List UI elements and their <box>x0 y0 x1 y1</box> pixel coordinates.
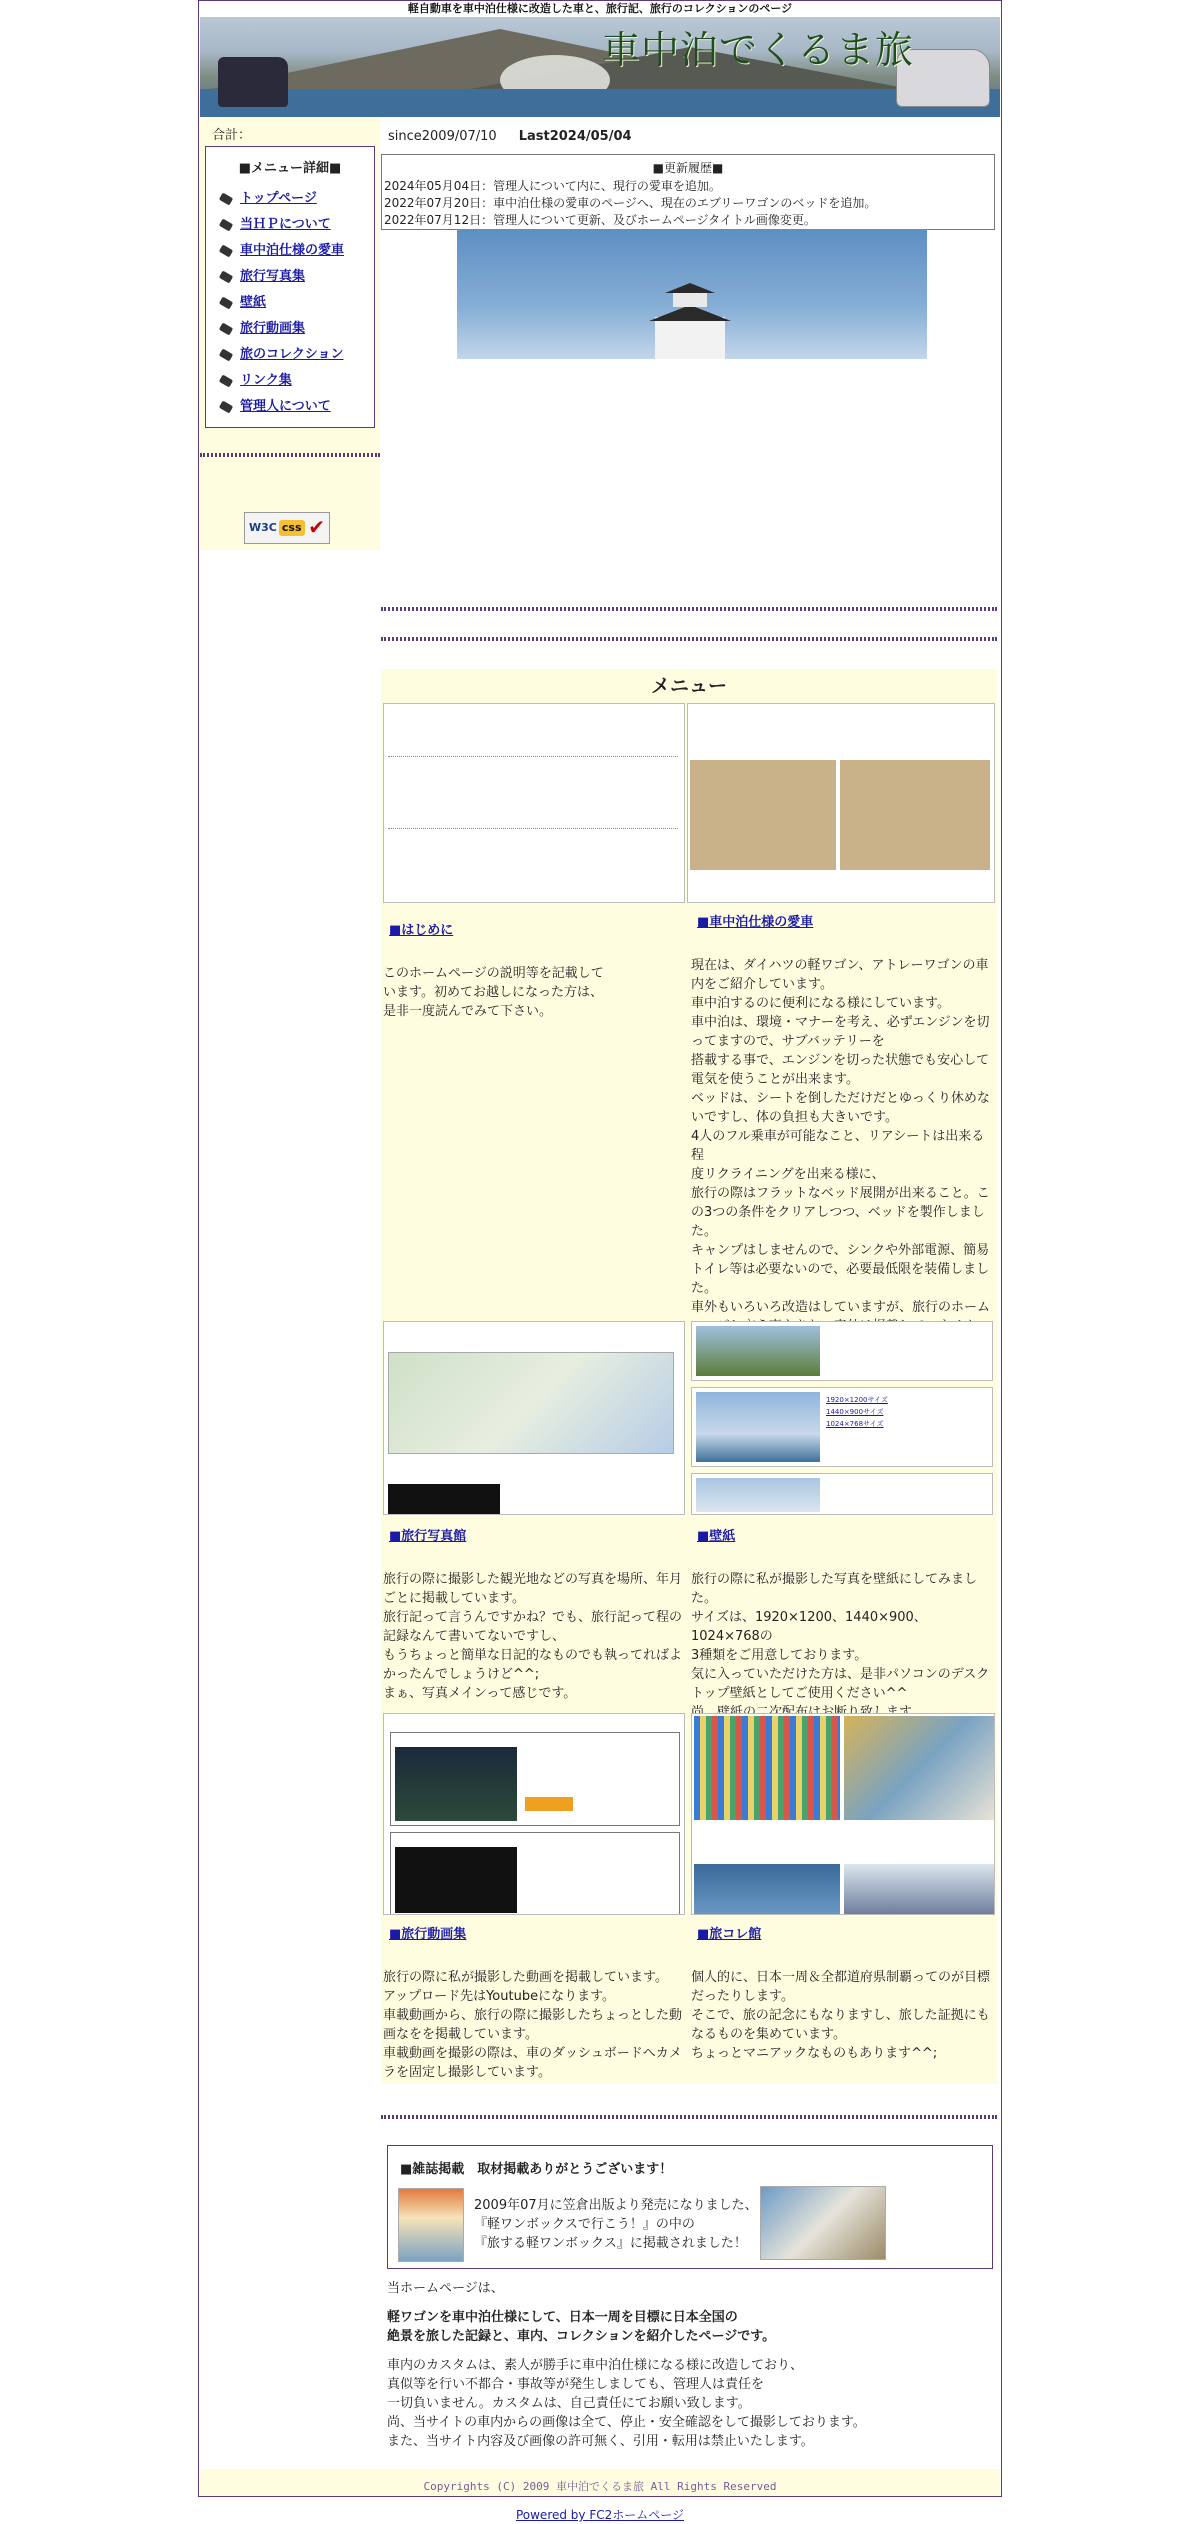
menu-detail-box <box>205 146 375 428</box>
intro-link[interactable]: ■はじめに <box>389 923 454 938</box>
history-entry: 2022年07月12日：管理人について更新、及びホームページタイトル画像変更。 <box>384 213 816 227</box>
intro-page-screenshot[interactable] <box>383 703 685 903</box>
sidebar-item-about-hp <box>206 212 374 238</box>
banner-sea <box>200 89 1000 117</box>
w3c-css-badge[interactable] <box>244 512 330 544</box>
main-divider-3 <box>381 2115 997 2119</box>
wallpaper-item <box>691 1387 993 1467</box>
sidebar-item-car <box>206 238 374 264</box>
car-text: いですし、体の負担も大きいです。 <box>691 1110 898 1125</box>
pin-icon <box>219 322 233 335</box>
disclaimer-line: 真似等を行い不都合・事故等が発生しましても、管理人は責任を <box>387 2377 765 2392</box>
photos-text: かったんでしょうけど^^; <box>383 1667 540 1682</box>
car-text: 旅行の際はフラットなベッド展開が出来ること。こ <box>691 1186 990 1201</box>
route-map-image <box>388 1352 674 1454</box>
sidebar-link-collection[interactable]: 旅のコレクション <box>240 347 344 362</box>
video-item <box>390 1832 680 1915</box>
video-page-screenshot[interactable] <box>383 1713 685 1915</box>
wallpaper-link[interactable]: ■壁紙 <box>697 1529 736 1544</box>
car-text: 現在は、ダイハツの軽ワゴン、アトレーワゴンの車 <box>691 958 989 973</box>
play-video-button[interactable] <box>525 1797 573 1811</box>
about-summary <box>387 2308 987 2346</box>
visitor-count-label: 合計： <box>212 128 252 143</box>
sidebar-link-links[interactable]: リンク集 <box>240 373 292 388</box>
main-divider-1 <box>381 607 997 611</box>
wallpaper-item <box>691 1473 993 1515</box>
pin-icon <box>219 348 233 361</box>
disclaimer-line: 車内のカスタムは、素人が勝手に車中泊仕様になる様に改造しており、 <box>387 2358 804 2373</box>
wallpaper-text: 3種類をご用意しております。 <box>691 1648 868 1663</box>
car-text: 電気を使うことが出来ます。 <box>691 1072 859 1087</box>
videos-text: 車載動画を撮影の際は、車のダッシュボードへカメ <box>383 2046 682 2061</box>
sidebar <box>200 118 380 550</box>
castle-top-roof <box>665 283 715 293</box>
sidebar-item-links <box>206 368 374 394</box>
castle-wall <box>655 317 725 359</box>
since-date: since2009/07/10 <box>388 129 497 144</box>
sidebar-link-top[interactable]: トップページ <box>240 191 317 206</box>
videos-link[interactable]: ■旅行動画集 <box>389 1927 467 1942</box>
css-badge-text: css <box>279 520 305 536</box>
menu-title: メニュー <box>650 675 727 697</box>
site-dates <box>388 129 632 144</box>
castle-upper-wall <box>673 291 707 307</box>
car-text: 4人のフル乗車が可能なこと、リアシートは出来る程 <box>691 1129 985 1163</box>
car-text: 車中泊は、環境・マナーを考え、必ずエンジンを切 <box>691 1015 990 1030</box>
history-entry: 2024年05月04日：管理人について内に、現行の愛車を追加。 <box>384 179 721 193</box>
car-link[interactable]: ■車中泊仕様の愛車 <box>697 915 814 930</box>
photos-text: 旅行記って言うんですかね？でも、旅行記って程の <box>383 1610 683 1625</box>
menu-detail-title: ■メニュー詳細■ <box>238 161 342 176</box>
wallpaper-text: た。 <box>691 1591 718 1606</box>
pin-icon <box>219 270 233 283</box>
photos-text: ごとに掲載しています。 <box>383 1591 525 1606</box>
powered-by <box>0 2506 1200 2523</box>
sidebar-link-about-hp[interactable]: 当ＨＰについて <box>240 217 331 232</box>
car-text: ってますので、サブバッテリーを <box>691 1034 885 1049</box>
photo-page-screenshot[interactable] <box>383 1321 685 1515</box>
photos-text: もうちょっと簡単な日記的なものでも執ってればよ <box>383 1648 683 1663</box>
disclaimer-line: 一切負いません。カスタムは、自己責任にてお願い致します。 <box>387 2396 751 2411</box>
pin-icon <box>219 374 233 387</box>
collection-link[interactable]: ■旅コレ館 <box>697 1927 762 1942</box>
intro-screenshot-text <box>384 704 684 717</box>
videos-text: 旅行の際に私が撮影した動画を掲載しています。 <box>383 1970 668 1985</box>
update-history-title: ■更新履歴■ <box>652 161 724 175</box>
intro-text: このホームページの説明等を記載して <box>383 966 604 981</box>
car-speaker-box-photo-1 <box>690 760 836 870</box>
wallpaper-text: トップ壁紙としてご使用ください^^ <box>691 1686 908 1701</box>
videos-text: 車載動画から、旅行の際に撮影したちょっとした動 <box>383 2008 683 2023</box>
wallpaper-text: 気に入っていただけた方は、是非パソコンのデスク <box>691 1667 990 1682</box>
photos-link[interactable]: ■旅行写真館 <box>389 1529 467 1544</box>
check-icon: ✔ <box>308 515 325 539</box>
section-intro <box>383 921 683 1021</box>
videos-text: ラを固定し撮影しています。 <box>383 2065 551 2080</box>
site-about <box>387 2279 987 2461</box>
collection-text: ちょっとマニアックなものもあります^^; <box>691 2046 938 2061</box>
about-intro: 当ホームページは、 <box>387 2281 504 2296</box>
sidebar-link-car[interactable]: 車中泊仕様の愛車 <box>240 243 345 258</box>
wallpaper-size-link-1024[interactable]: 1024×768サイズ <box>826 1420 884 1428</box>
car-speaker-box-photo-2 <box>840 760 990 870</box>
copyright-bar: Copyrights (C) 2009 車中泊でくるま旅 All Rights Reserved <box>200 2469 1000 2496</box>
section-collection <box>691 1925 995 2063</box>
about-disclaimer <box>387 2356 987 2451</box>
pin-icon <box>219 218 233 231</box>
magazine-line: 『軽ワンボックスで行こう！』の中の <box>474 2217 695 2232</box>
sidebar-item-admin <box>206 394 374 420</box>
collection-books-photo <box>694 1716 840 1820</box>
wallpaper-page-screenshot[interactable] <box>691 1321 993 1515</box>
menu-section <box>381 669 997 2084</box>
intro-text: います。初めてお越しになった方は、 <box>383 985 603 1000</box>
disclaimer-line: 尚、当サイトの車内からの画像は全て、停止・安全確認をして撮影しております。 <box>387 2415 866 2430</box>
site-tagline: 軽自動車を車中泊仕様に改造した車と、旅行記、旅行のコレクションのページ <box>407 2 793 15</box>
wallpaper-thumbnail <box>696 1478 820 1512</box>
intro-text: 是非一度読んでみて下さい。 <box>383 1004 553 1019</box>
section-videos <box>383 1925 683 2082</box>
collection-page-screenshot[interactable] <box>691 1713 995 1915</box>
about-summary-line: 軽ワゴンを車中泊仕様にして、日本一周を目標に日本全国の <box>387 2310 738 2325</box>
car-text: トイレ等は必要ないので、必要最低限を装備しまし <box>691 1262 990 1277</box>
wallpaper-thumbnail <box>696 1326 820 1376</box>
photos-text: 旅行の際に撮影した観光地などの写真を場所、年月 <box>383 1572 683 1587</box>
wallpaper-thumbnail <box>696 1392 820 1462</box>
videos-text: アップロード先はYoutubeになります。 <box>383 1989 616 2004</box>
car-text: キャンプはしませんので、シンクや外部電源、簡易 <box>691 1243 990 1258</box>
car-text: ベッドは、シートを倒しただけだとゆっくり休めな <box>691 1091 990 1106</box>
pin-icon <box>219 296 233 309</box>
car-text: 車外もいろいろ改造はしていますが、旅行のホーム <box>691 1300 991 1315</box>
sidebar-item-videos <box>206 316 374 342</box>
video-thumbnail <box>395 1747 517 1821</box>
collection-photo-4 <box>844 1864 994 1915</box>
magazine-line: 2009年07月に笠倉出版より発売になりました、 <box>474 2198 758 2213</box>
sidebar-item-collection <box>206 342 374 368</box>
about-summary-line: 絶景を旅した記録と、車内、コレクションを紹介したページです。 <box>387 2329 776 2344</box>
magazine-cover-image <box>398 2188 464 2262</box>
magazine-line: 『旅する軽ワンボックス』に掲載されました！ <box>474 2236 747 2251</box>
collection-text: そこで、旅の記念にもなりますし、旅した証拠にも <box>691 2008 990 2023</box>
castle-photo <box>457 229 927 359</box>
wallpaper-text: サイズは、1920×1200、1440×900、1024×768の <box>691 1610 927 1644</box>
header-banner[interactable] <box>200 17 1000 117</box>
collection-photo-3 <box>694 1864 840 1915</box>
sidebar-item-wallpaper <box>206 290 374 316</box>
video-item <box>390 1732 680 1826</box>
w3c-badge-text: W3C <box>249 521 277 534</box>
collection-text: 個人的に、日本一周＆全都道府県制覇ってのが目標 <box>691 1970 991 1985</box>
last-update-date: Last2024/05/04 <box>518 129 632 144</box>
video-thumbnail <box>395 1847 517 1913</box>
pin-icon <box>219 400 233 413</box>
main-divider-2 <box>381 637 997 641</box>
sidebar-link-wallpaper[interactable]: 壁紙 <box>240 295 267 310</box>
magazine-feature-box <box>387 2145 993 2269</box>
car-text: た。 <box>691 1281 718 1296</box>
page-frame <box>198 0 1002 2497</box>
photos-text: 記録なんて書いてないですし、 <box>383 1629 566 1644</box>
wallpaper-item <box>691 1321 993 1381</box>
car-text: た。 <box>691 1224 718 1239</box>
sidebar-item-top <box>206 186 374 212</box>
sidebar-link-admin[interactable]: 管理人について <box>240 399 331 414</box>
magazine-title: ■雑誌掲載 取材掲載ありがとうございます！ <box>400 2162 673 2177</box>
section-photos <box>383 1527 683 1703</box>
disclaimer-line: また、当サイト内容及び画像の許可無く、引用・転用は禁止いたします。 <box>387 2434 814 2449</box>
sidebar-divider <box>200 453 380 457</box>
collection-text: なるものを集めています。 <box>691 2027 846 2042</box>
section-wallpaper <box>691 1527 995 1722</box>
car-page-screenshot[interactable] <box>687 703 995 903</box>
section-car <box>691 913 995 1355</box>
wallpaper-size-link-1440[interactable]: 1440×900サイズ <box>826 1408 884 1416</box>
site-title: 車中泊でくるま旅 <box>602 28 915 72</box>
collection-maps-photo <box>844 1716 994 1820</box>
photos-text: まぁ、写真メインって感じです。 <box>383 1686 577 1701</box>
car-text: の3つの条件をクリアしつつ、ベッドを製作しまし <box>691 1205 985 1220</box>
car-text: 搭載する事で、エンジンを切った状態でも安心して <box>691 1053 990 1068</box>
pin-icon <box>219 244 233 257</box>
castle-roof <box>649 305 731 321</box>
history-entry: 2022年07月20日：車中泊仕様の愛車のページへ、現在のエブリーワゴンのベッドを追加。 <box>384 196 877 210</box>
wallpaper-size-link-1920[interactable]: 1920×1200サイズ <box>826 1396 888 1404</box>
sidebar-link-photos[interactable]: 旅行写真集 <box>240 269 306 284</box>
intro-screenshot-rule <box>388 828 678 829</box>
update-history-box[interactable] <box>381 154 995 230</box>
sidebar-link-videos[interactable]: 旅行動画集 <box>240 321 306 336</box>
intro-screenshot-rule <box>388 756 678 757</box>
collection-text: だったりします。 <box>691 1989 794 2004</box>
magazine-spread-image <box>760 2186 886 2260</box>
pin-icon <box>219 192 233 205</box>
car-text: 内をご紹介しています。 <box>691 977 833 992</box>
sidebar-item-photos <box>206 264 374 290</box>
videos-text: 画なをを掲載しています。 <box>383 2027 538 2042</box>
car-text: 車中泊するのに便利になる様にしています。 <box>691 996 950 1011</box>
magazine-text <box>474 2196 758 2253</box>
banner-van-dark <box>218 57 288 107</box>
night-photo-thumbnail <box>388 1484 500 1515</box>
car-text: 度リクライニングを出来る様に、 <box>691 1167 885 1182</box>
powered-by-link[interactable]: Powered by FC2ホームページ <box>515 2508 685 2522</box>
wallpaper-text: 旅行の際に私が撮影した写真を壁紙にしてみまし <box>691 1572 978 1587</box>
